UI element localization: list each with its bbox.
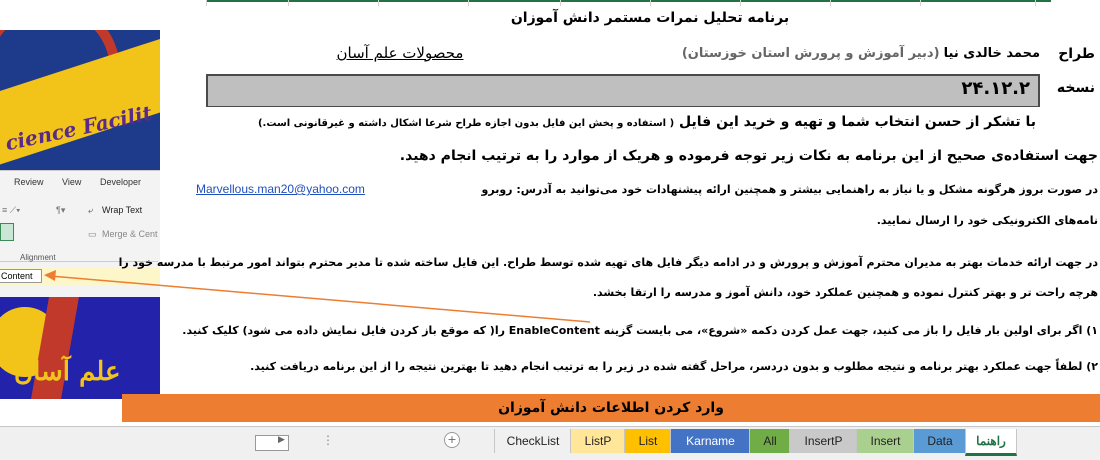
- sheet-tab[interactable]: ListP: [570, 429, 626, 453]
- designer-name: محمد خالدی نیا: [943, 46, 1040, 61]
- purpose-text-2: هرچه راحت تر و بهتر کنترل نموده و همچنین عملکرد خود، دانش آموز و مدرسه را ارتقا بخشد.: [592, 286, 1098, 299]
- product-line: محصولات علم آسان: [336, 44, 464, 62]
- usage-guide-text: جهت استفاده‌ی صحیح از این برنامه به نکات زیر توجه فرموده و هریک از موارد را به ترتیب انجام دهید.: [399, 148, 1098, 164]
- security-warning-bar: [0, 267, 160, 285]
- sheet-tab[interactable]: راهنما: [965, 429, 1017, 456]
- merge-icon: ▭: [88, 229, 97, 239]
- grid-line: [650, 0, 651, 6]
- version-value: ۲۴.۱۲.۲: [961, 78, 1030, 99]
- sheet-tab[interactable]: Karname: [670, 429, 751, 453]
- wrap-text-icon: ⤶: [88, 205, 94, 215]
- email-link[interactable]: Marvellous.man20@yahoo.com: [196, 182, 365, 196]
- sheet-title: برنامه تحلیل نمرات مستمر دانش آموزان: [510, 10, 790, 26]
- grid-line: [1035, 0, 1036, 6]
- sheet-tab[interactable]: CheckList: [494, 429, 572, 453]
- grid-line: [560, 0, 561, 6]
- logo-bottom-image: [0, 297, 160, 399]
- ribbon-group-label: Alignment: [20, 253, 56, 262]
- logo-bottom-graphic: [0, 297, 160, 399]
- designer-description: (دبیر آموزش و پرورش استان خوزستان): [681, 46, 940, 61]
- thanks-text: [240, 114, 1036, 130]
- grid-line: [206, 0, 207, 6]
- sheet-tab[interactable]: List: [624, 429, 672, 453]
- designer-label: طراح: [1058, 46, 1095, 62]
- thanks-main: با تشکر از حسن انتخاب شما و تهیه و خرید این فایل: [679, 114, 1036, 130]
- orientation-icon: ≡ ⟋▾: [2, 205, 21, 215]
- grid-line: [288, 0, 289, 6]
- sheet-tab[interactable]: Insert: [856, 429, 915, 453]
- ribbon-tab-developer: Developer: [100, 177, 142, 187]
- align-selected-icon: [0, 223, 14, 241]
- selected-range-border: [206, 0, 1051, 2]
- wrap-text-label: Wrap Text: [102, 205, 143, 215]
- logo-top-graphic: [0, 30, 160, 170]
- grid-line: [920, 0, 921, 6]
- add-sheet-icon[interactable]: +: [444, 432, 460, 448]
- support-text-2: نامه‌های الکترونیکی خود را ارسال نمایید.: [876, 214, 1098, 227]
- enable-content-button: Content: [0, 269, 42, 283]
- indent-icon: ¶▾: [56, 205, 66, 215]
- ribbon-screenshot: [0, 170, 160, 299]
- designer-info: [681, 46, 1040, 61]
- grid-line: [830, 0, 831, 6]
- logo-text: cience Facilit: [3, 100, 155, 156]
- sheet-tab-bar: [0, 426, 1100, 460]
- grid-line: [378, 0, 379, 6]
- step-1-text: ۱) اگر برای اولین بار فایل را باز می کنید، جهت عمل کردن دکمه «شروع»، می بایست گزینه EnableContent را( که موقع باز کردن فایل نمایش داده می شود) کلیک کنید.: [182, 324, 1098, 337]
- enter-students-label: وارد کردن اطلاعات دانش آموزان: [498, 400, 724, 416]
- sheet-tab[interactable]: Data: [913, 429, 967, 453]
- grid-line: [740, 0, 741, 6]
- ribbon-tab-review: Review: [14, 177, 44, 187]
- sheet-tab[interactable]: InsertP: [789, 429, 858, 453]
- grid-line: [468, 0, 469, 6]
- support-text: در صورت بروز هرگونه مشکل و یا نیاز به راهنمایی بیشتر و همچنین ارائه پیشنهادات خود می‌توانید به آدرس: روبرو: [481, 183, 1098, 196]
- scroll-right-icon: ▶: [278, 435, 285, 445]
- logo-bottom-text: علم آسان: [14, 357, 121, 387]
- version-label: نسخه: [1056, 80, 1095, 96]
- merge-label: Merge & Cent: [102, 229, 158, 239]
- sheet-tab[interactable]: All: [749, 429, 791, 453]
- thanks-note: ( استفاده و پخش این فایل بدون اجازه طراح شرعا اشکال داشته و غیرقانونی است.): [257, 118, 675, 129]
- step-2-text: ۲) لطفاً جهت عملکرد بهتر برنامه و نتیجه مطلوب و بدون دردسر، مراحل گفته شده در زیر را به ترتیب انجام دهید تا بهترین نتیجه را از این برنامه دریافت کنید.: [250, 360, 1098, 373]
- horizontal-scroll-control[interactable]: [255, 435, 289, 451]
- tab-split-handle[interactable]: ⋮: [322, 433, 334, 447]
- ribbon-tab-view: View: [62, 177, 82, 187]
- purpose-text-1: در جهت ارائه خدمات بهتر به مدیران محترم آموزش و پرورش و در ادامه دیگر فایل های تهیه شده توسط طراح. این فایل ساخته شده تا مدیر محترم بتواند امور مرتبط با مدرسه خود را: [118, 256, 1098, 269]
